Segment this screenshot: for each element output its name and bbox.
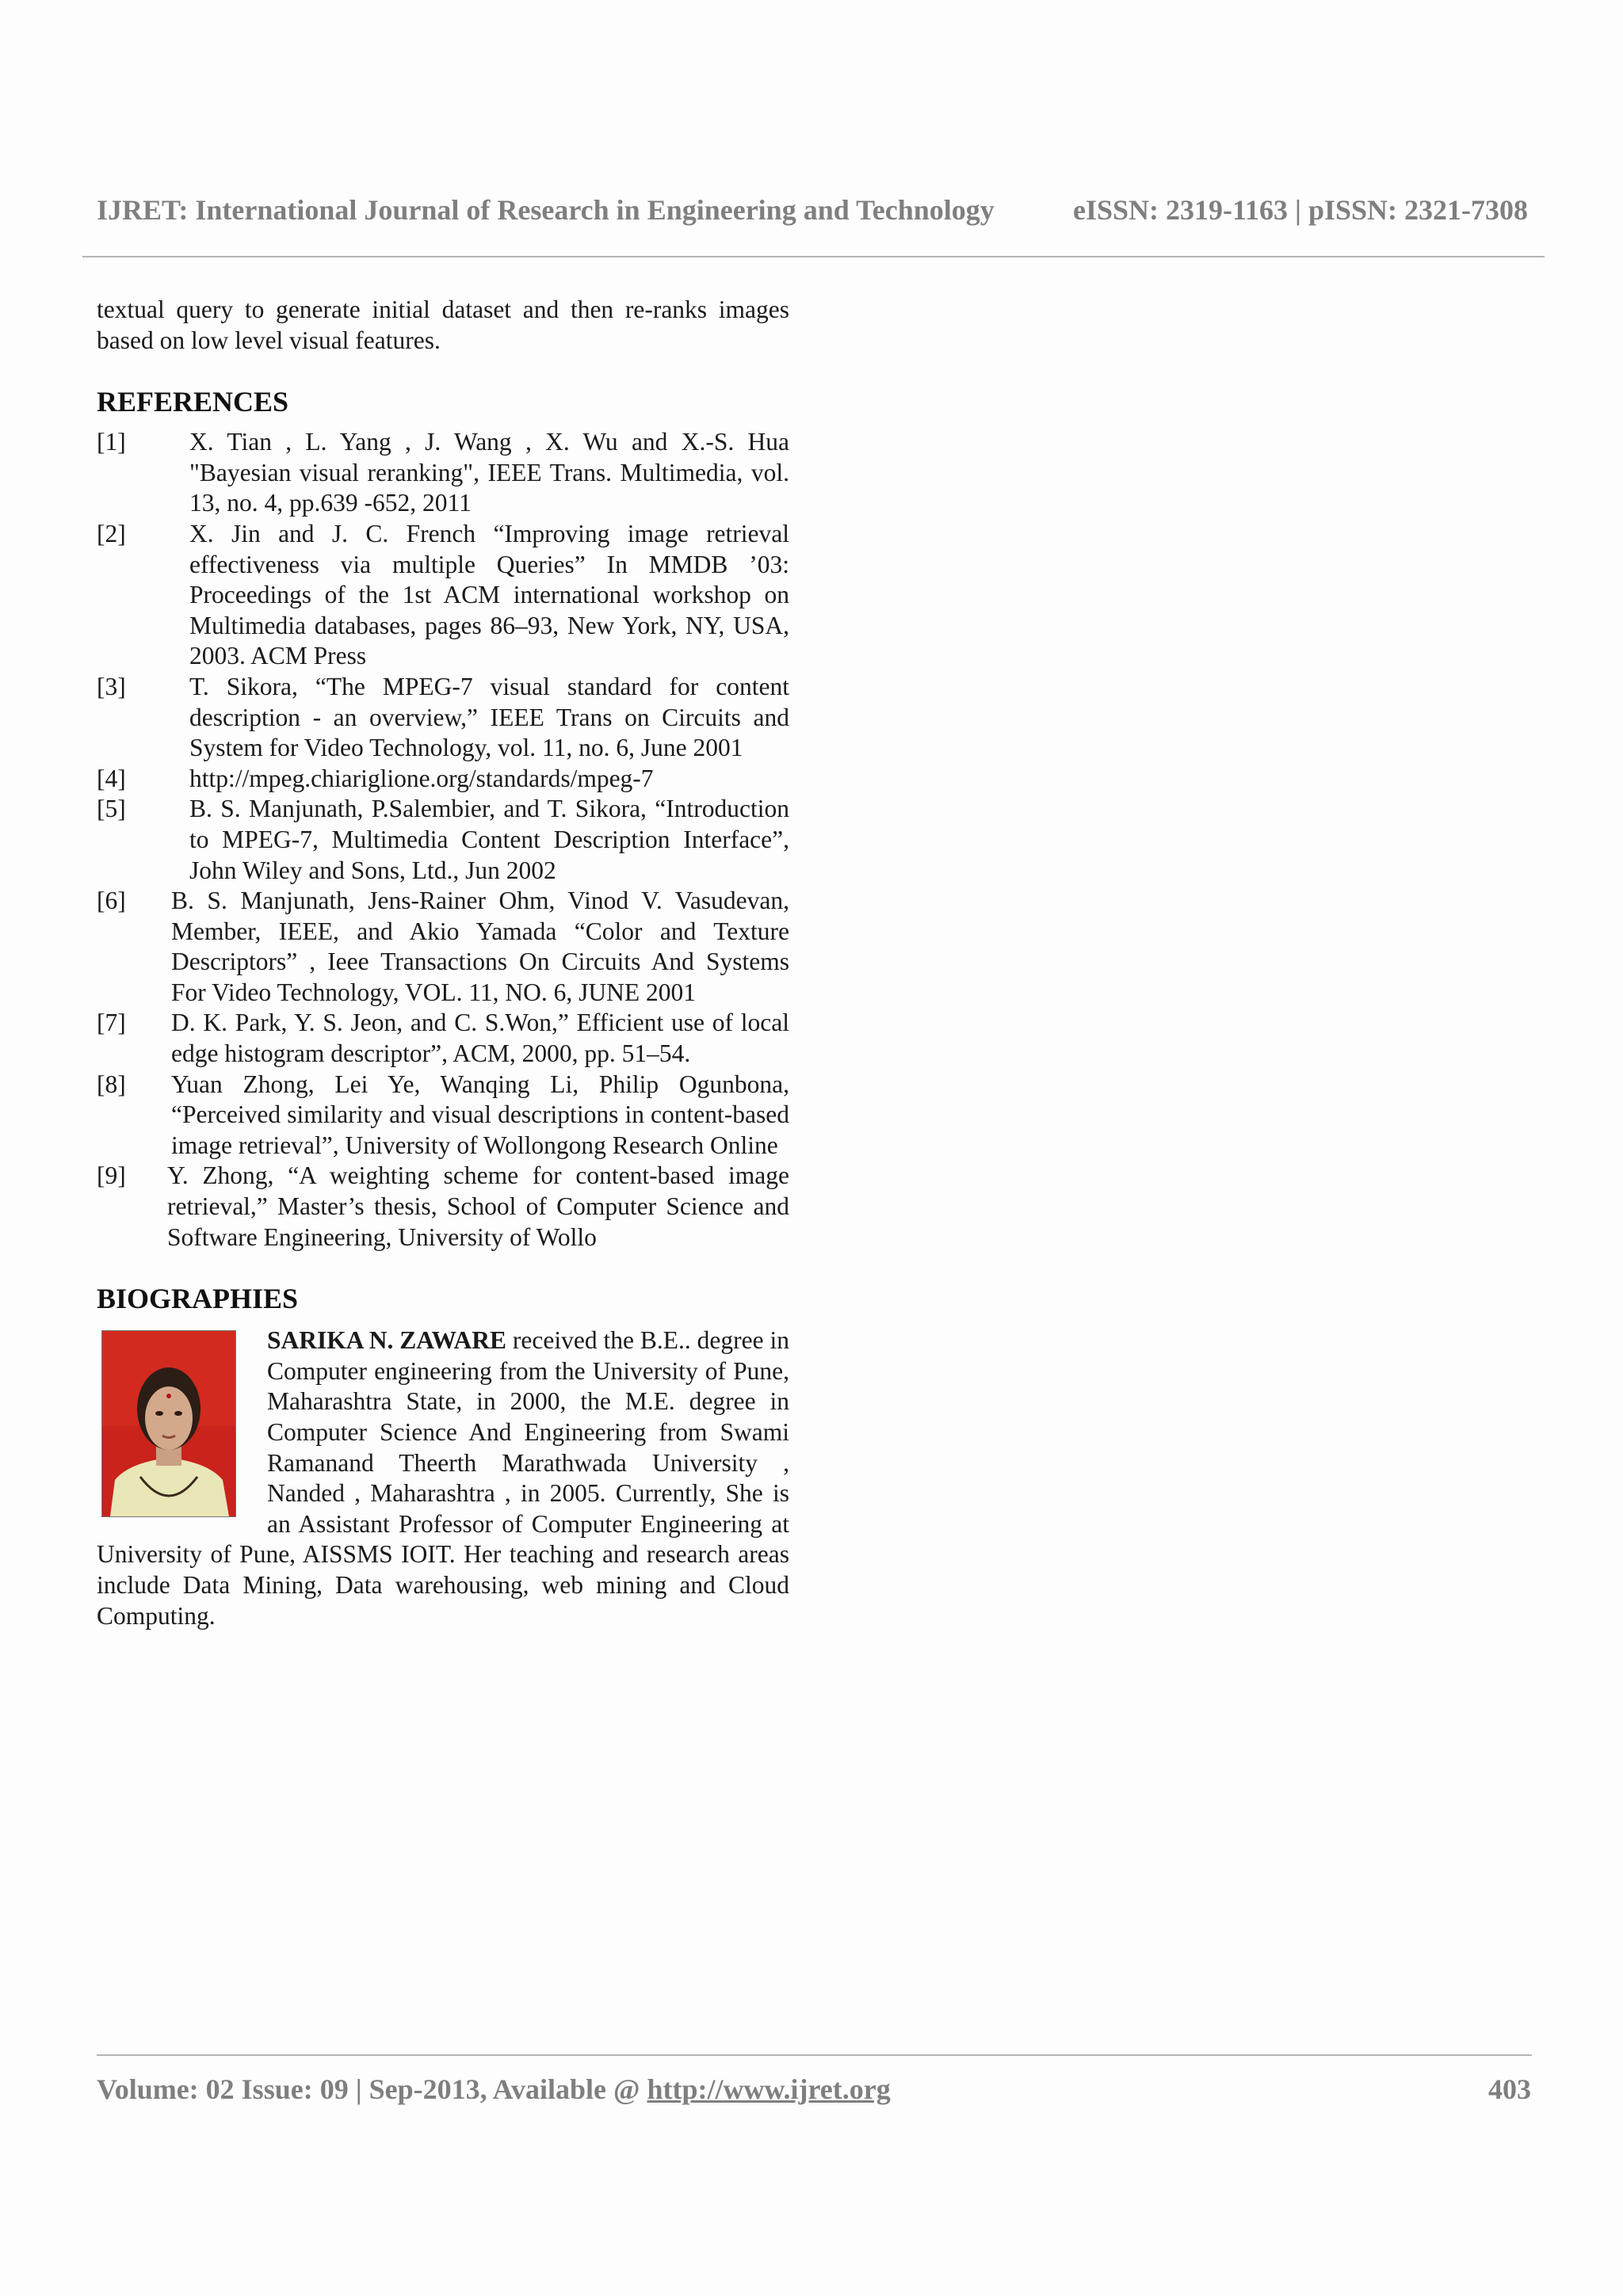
reference-number: [1] — [97, 428, 126, 456]
reference-link: http://mpeg.chiariglione.org/standards/mpeg-7 — [189, 764, 654, 792]
reference-item — [97, 519, 789, 672]
reference-number: [5] — [97, 795, 126, 823]
footer-volume-info — [97, 2073, 891, 2106]
reference-text: B. S. Manjunath, Jens-Rainer Ohm, Vinod V. Vasudevan, Member, IEEE, and Akio Yamada “Color and Texture Descriptors” , Ieee Transactions On Circuits And Systems For Video Technology, VOL. 11, NO. 6, JUNE 2001 — [171, 887, 789, 1006]
reference-text: X. Tian , L. Yang , J. Wang , X. Wu and X.-S. Hua "Bayesian visual reranking", IEEE Trans. Multimedia, vol. 13, no. 4, pp.639 -652, 2011 — [189, 428, 789, 517]
reference-text: Yuan Zhong, Lei Ye, Wanqing Li, Philip Ogunbona, “Perceived similarity and visual descriptions in content-based image retrieval”, University of Wollongong Research Online — [171, 1070, 789, 1159]
main-column — [97, 295, 789, 1631]
reference-item — [97, 794, 789, 886]
author-photo — [101, 1330, 236, 1517]
reference-number: [6] — [97, 887, 126, 915]
reference-number: [9] — [97, 1161, 126, 1190]
reference-item — [97, 1161, 789, 1253]
biography — [97, 1325, 789, 1631]
header-issn: eISSN: 2319-1163 | pISSN: 2321-7308 — [1073, 194, 1528, 226]
footer-volume: Volume: 02 Issue: 09 | Sep-2013, Available @ — [97, 2073, 647, 2105]
reference-number: [3] — [97, 672, 126, 700]
reference-number: [7] — [97, 1009, 126, 1037]
footer-divider — [97, 2054, 1532, 2056]
references-heading: REFERENCES — [97, 386, 289, 418]
reference-text: B. S. Manjunath, P.Salembier, and T. Sikora, “Introduction to MPEG-7, Multimedia Content Description Interface”, John Wiley and Sons, Ltd., Jun 2002 — [189, 795, 789, 884]
reference-number: [4] — [97, 764, 126, 792]
reference-item — [97, 764, 789, 795]
biography-text: received the B.E.. degree in Computer engineering from the University of Pune, Maharashtra State, in 2000, the M.E. degree in Computer Science And Engineering from Swami Ramanand Theerth Marathwada University , Nanded , Maharashtra , in 2005. Currently, She is an Assistant Professor of Computer Engineering at University of Pune, AISSMS IOIT. Her teaching and research areas include Data Mining, Data warehousing, web mining and Cloud Computing. — [97, 1326, 789, 1630]
reference-text: T. Sikora, “The MPEG-7 visual standard for content description - an overview,” IEEE Trans on Circuits and System for Video Technology, vol. 11, no. 6, June 2001 — [189, 672, 789, 762]
reference-item — [97, 427, 789, 519]
footer-link[interactable]: http://www.ijret.org — [647, 2073, 891, 2105]
reference-text: Y. Zhong, “A weighting scheme for content-based image retrieval,” Master’s thesis, School of Computer Science and Software Engineering, University of Wollo — [167, 1161, 789, 1251]
reference-item — [97, 672, 789, 764]
intro-paragraph: textual query to generate initial dataset and then re-ranks images based on low level visual features. — [97, 296, 789, 354]
reference-item — [97, 886, 789, 1008]
author-portrait-image — [102, 1331, 235, 1516]
header-divider — [82, 256, 1545, 257]
reference-item — [97, 1008, 789, 1069]
header-journal-title: IJRET: International Journal of Research in Engineering and Technology — [97, 194, 995, 226]
reference-number: [2] — [97, 519, 126, 547]
reference-list — [97, 427, 789, 1253]
biographies-heading: BIOGRAPHIES — [97, 1283, 299, 1315]
page-number: 403 — [1488, 2073, 1531, 2105]
reference-text: X. Jin and J. C. French “Improving image retrieval effectiveness via multiple Queries” In MMDB ’03: Proceedings of the 1st ACM international workshop on Multimedia databases, pages 86–93, New York, NY, USA, 2003. ACM Press — [189, 519, 789, 670]
reference-number: [8] — [97, 1070, 126, 1098]
reference-text: D. K. Park, Y. S. Jeon, and C. S.Won,” Efficient use of local edge histogram descriptor”, ACM, 2000, pp. 51–54. — [171, 1009, 789, 1068]
author-name: SARIKA N. ZAWARE — [267, 1326, 506, 1355]
reference-item — [97, 1070, 789, 1161]
